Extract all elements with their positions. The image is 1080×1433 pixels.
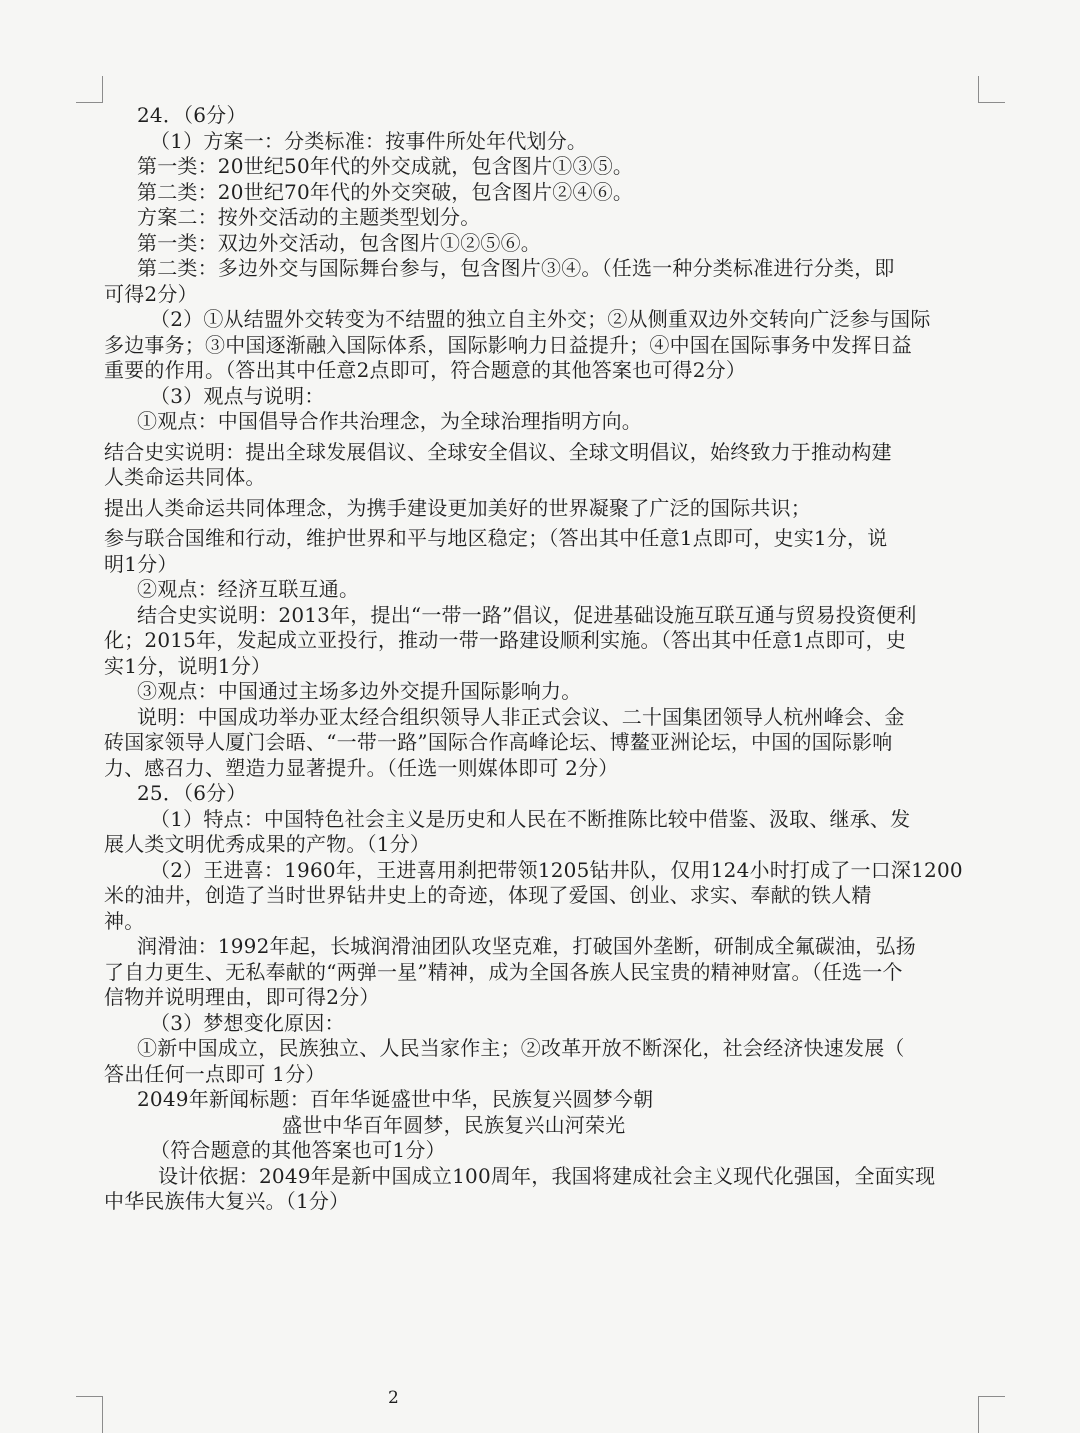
text-line: ①观点：中国倡导合作共治理念，为全球治理指明方向。 (137, 409, 642, 433)
text-line: 提出人类命运共同体理念，为携手建设更加美好的世界凝聚了广泛的国际共识； (104, 495, 811, 520)
crop-mark-top-right (978, 76, 1005, 103)
text-line: 设计依据：2049年是新中国成立100周年，我国将建成社会主义现代化强国，全面实现 (158, 1163, 936, 1188)
text-line: 化；2015年，发起成立亚投行，推动一带一路建设顺利实施。（答出其中任意1点即可，史 (104, 628, 907, 652)
text-line: （1）方案一：分类标准：按事件所处年代划分。 (150, 128, 588, 153)
text-line: 明1分） (104, 551, 178, 576)
text-line: 参与联合国维和行动，维护世界和平与地区稳定；（答出其中任意1点即可，史实1分，说 (104, 526, 888, 550)
text-line: （符合题意的其他答案也可1分） (150, 1138, 446, 1162)
text-line: 盛世中华百年圆梦，民族复兴山河荣光 (282, 1112, 626, 1137)
text-line: 展人类文明优秀成果的产物。（1分） (104, 832, 431, 856)
answer-text-body (104, 103, 980, 1215)
text-line: 第二类：多边外交与国际舞台参与，包含图片③④。（任选一种分类标准进行分类，即 (137, 256, 895, 280)
text-line: 重要的作用。（答出其中任意2点即可，符合题意的其他答案也可得2分） (104, 358, 747, 382)
text-line: 第一类：双边外交活动，包含图片①②⑤⑥。 (137, 230, 541, 255)
text-line: 25．（6分） (137, 781, 247, 805)
text-line: 人类命运共同体。 (104, 465, 266, 489)
text-line: 说明：中国成功举办亚太经合组织领导人非正式会议、二十国集团领导人杭州峰会、金 (137, 704, 905, 729)
text-line: ③观点：中国通过主场多边外交提升国际影响力。 (137, 679, 582, 703)
text-line: 结合史实说明：提出全球发展倡议、全球安全倡议、全球文明倡议，始终致力于推动构建 (104, 439, 892, 464)
text-line: （3）梦想变化原因： (150, 1010, 345, 1035)
text-line: 神。 (104, 908, 145, 933)
text-line: 方案二：按外交活动的主题类型划分。 (137, 205, 481, 229)
text-line: 24．（6分） (137, 103, 247, 127)
text-line: 力、感召力、塑造力显著提升。（任选一则媒体即可 2分） (104, 755, 619, 780)
text-line: 可得2分） (104, 281, 198, 306)
crop-mark-bottom-left (76, 1396, 103, 1433)
text-line: 实1分，说明1分） (104, 653, 272, 678)
text-line: ①新中国成立，民族独立、人民当家作主；②改革开放不断深化，社会经济快速发展（ (137, 1036, 905, 1060)
text-line: 润滑油：1992年起，长城润滑油团队攻坚克难，打破国外垄断，研制成全氟碳油，弘扬 (137, 934, 916, 958)
crop-mark-bottom-right (978, 1396, 1005, 1433)
page-number: 2 (388, 1388, 399, 1408)
text-line: （1）特点：中国特色社会主义是历史和人民在不断推陈比较中借鉴、汲取、继承、发 (150, 806, 911, 831)
text-line: 结合史实说明：2013年，提出“一带一路”倡议，促进基础设施互联互通与贸易投资便利 (137, 602, 917, 627)
text-line: （2）①从结盟外交转变为不结盟的独立自主外交；②从侧重双边外交转向广泛参与国际 (150, 307, 931, 331)
text-line: 第二类：20世纪70年代的外交突破，包含图片②④⑥。 (137, 179, 634, 204)
text-line: 砖国家领导人厦门会晤、“一带一路”国际合作高峰论坛、博鳌亚洲论坛，中国的国际影响 (104, 730, 893, 754)
text-line: 多边事务；③中国逐渐融入国际体系，国际影响力日益提升；④中国在国际事务中发挥日益 (104, 332, 912, 357)
text-line: 信物并说明理由，即可得2分） (104, 985, 380, 1009)
text-line: 第一类：20世纪50年代的外交成就，包含图片①③⑤。 (137, 154, 634, 178)
text-line: 2049年新闻标题：百年华诞盛世中华，民族复兴圆梦今朝 (137, 1087, 654, 1111)
text-line: （2）王进喜：1960年，王进喜用刹把带领1205钻井队，仅用124小时打成了一口深1200 (150, 857, 963, 882)
text-line: ②观点：经济互联互通。 (137, 577, 360, 601)
text-line: （3）观点与说明： (150, 383, 325, 408)
text-line: 了自力更生、无私奉献的“两弹一星”精神，成为全国各族人民宝贵的精神财富。（任选一个 (104, 959, 903, 984)
crop-mark-top-left (76, 76, 103, 103)
text-line: 答出任何一点即可 1分） (104, 1061, 326, 1086)
text-line: 米的油井，创造了当时世界钻井史上的奇迹，体现了爱国、创业、求实、奉献的铁人精 (104, 883, 872, 907)
text-line: 中华民族伟大复兴。（1分） (104, 1189, 350, 1213)
